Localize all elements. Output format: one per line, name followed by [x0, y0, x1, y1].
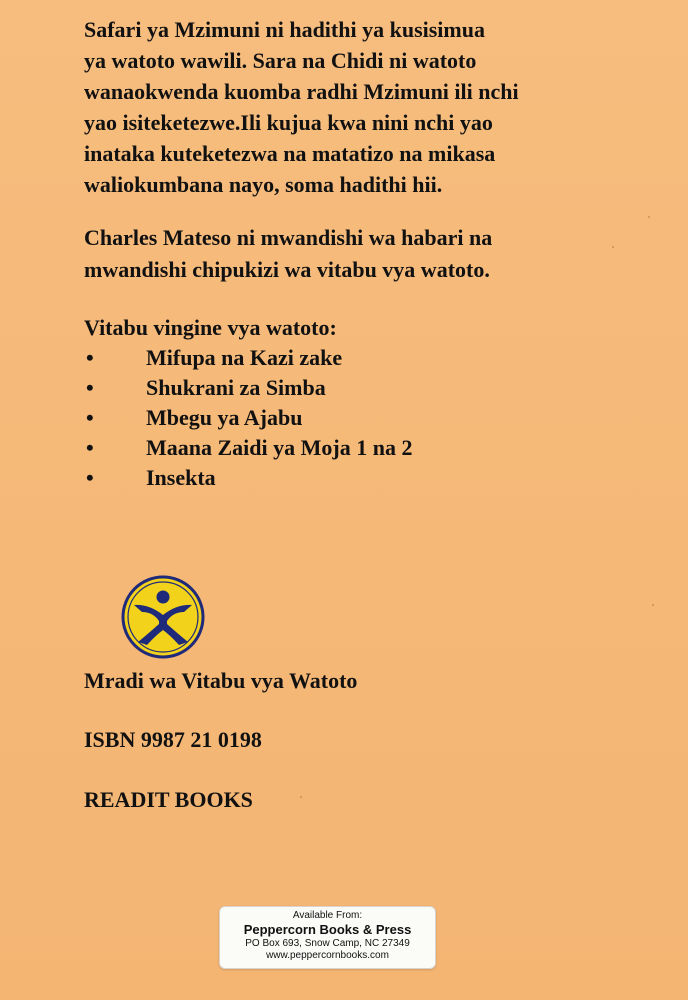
blurb-line: yao isiteketezwe.Ili kujua kwa nini nchi yao: [84, 110, 493, 135]
book-title: Maana Zaidi ya Moja 1 na 2: [146, 435, 413, 460]
paper-speck: [612, 246, 614, 248]
list-item: [84, 433, 412, 463]
sticker-address: PO Box 693, Snow Camp, NC 27349: [245, 938, 410, 949]
other-books-list: [84, 343, 412, 493]
sticker-distributor-name: Peppercorn Books & Press: [243, 922, 412, 937]
paper-speck: [300, 796, 302, 798]
list-item: [84, 403, 412, 433]
other-books-title: Vitabu vingine vya watoto:: [84, 315, 337, 340]
sticker-available-label: Available From:: [292, 910, 363, 921]
paper-speck: [648, 216, 650, 218]
bullet: •: [86, 465, 94, 490]
book-title: Mifupa na Kazi zake: [146, 345, 343, 370]
distributor-sticker: [219, 906, 436, 969]
bullet: •: [86, 345, 94, 370]
list-item: [84, 343, 412, 373]
bullet: •: [86, 405, 94, 430]
book-title: Shukrani za Simba: [146, 375, 326, 400]
list-item: [84, 373, 412, 403]
blurb-line: waliokumbana nayo, soma hadithi hii.: [84, 172, 443, 197]
blurb-line: inataka kuteketezwa na matatizo na mikasa: [84, 141, 496, 166]
program-name: Mradi wa Vitabu vya Watoto: [84, 668, 358, 693]
book-title: Mbegu ya Ajabu: [146, 405, 303, 430]
sticker-website: www.peppercornbooks.com: [266, 950, 389, 961]
author-bio: [84, 222, 492, 286]
blurb-line: ya watoto wawili. Sara na Chidi ni watoto: [84, 48, 477, 73]
bullet: •: [86, 375, 94, 400]
bullet: •: [86, 435, 94, 460]
blurb-line: Safari ya Mzimuni ni hadithi ya kusisimua: [84, 17, 485, 42]
isbn: ISBN 9987 21 0198: [84, 727, 262, 752]
list-item: [84, 463, 412, 493]
publisher-name: READIT BOOKS: [84, 787, 253, 812]
author-line: Charles Mateso ni mwandishi wa habari na: [84, 225, 493, 250]
paper-speck: [652, 604, 654, 606]
readit-person-logo-icon: [121, 575, 205, 659]
blurb-line: wanaokwenda kuomba radhi Mzimuni ili nchi: [84, 79, 519, 104]
book-blurb: [84, 14, 604, 200]
author-line: mwandishi chipukizi wa vitabu vya watoto.: [84, 257, 490, 282]
book-title: Insekta: [146, 465, 216, 490]
